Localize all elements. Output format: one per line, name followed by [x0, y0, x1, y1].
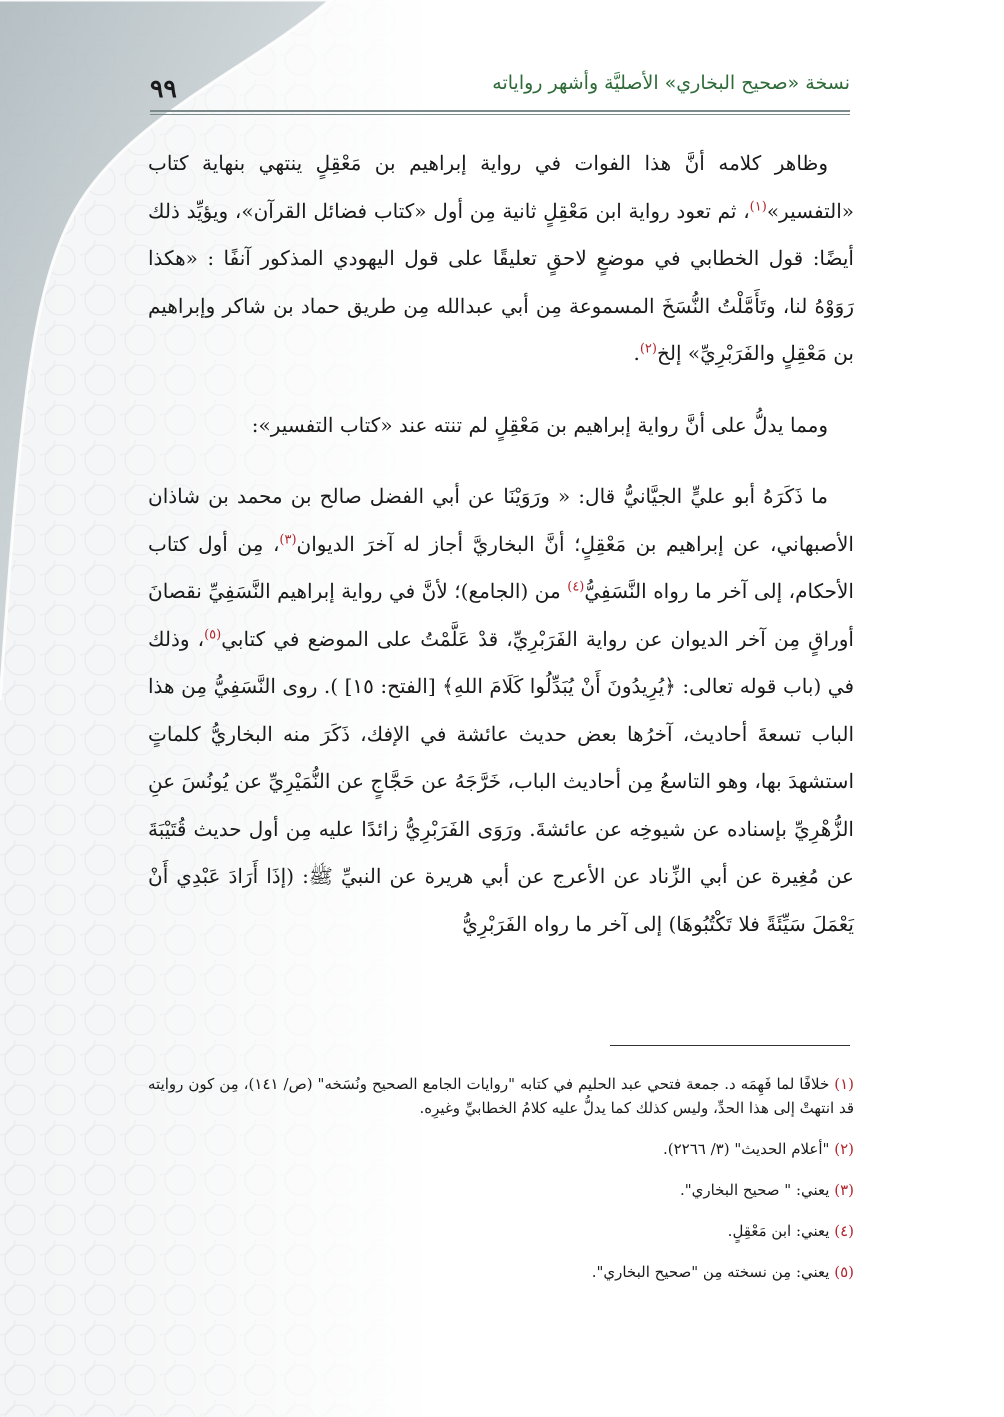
footnote-ref-2: (٢): [639, 341, 657, 357]
main-text: [148, 140, 854, 948]
footnote-ref-3: (٣): [279, 531, 297, 547]
paragraph-1-text-c: .: [633, 341, 640, 365]
footnote-separator: [610, 1045, 850, 1046]
paragraph-2: ومما يدلُّ على أنَّ رواية إبراهيم بن مَعْقِلٍ لم تنته عند «كتاب التفسير»:: [251, 412, 828, 437]
footnote-number: (٢): [834, 1140, 854, 1158]
running-title: نسخة «صحيح البخاري» الأصليَّة وأشهر رواياته: [492, 72, 850, 94]
footnote-4: [148, 1219, 854, 1243]
paragraph-3: [148, 473, 854, 948]
paragraph-3-text-b: ، مِن أول كتاب الأحكام، إلى آخر ما رواه النَّسَفِيُّ: [148, 531, 854, 603]
paragraph-1-text-b: ، ثم تعود رواية ابن مَعْقِلٍ ثانية مِن أول «كتاب فضائل القرآن»، ويؤيِّد ذلك أيضًا: قول الخطابي في موضعٍ لاحقٍ تعليقًا على قول اليهودي المذكور آنفًا : «هكذا رَوَوْهُ لنا، وتَأَمَّلْتُ النُّسَخَ المسموعة مِن أبي عبدالله مِن طريق حماد بن شاكر وإبراهيم بن مَعْقِلٍ والفَرَبْرِيِّ» إلخ: [148, 198, 854, 365]
footnote-ref-5: (٥): [204, 626, 222, 642]
footnote-text: خلافًا لما فَهِمَه د. جمعة فتحي عبد الحليم في كتابه "روايات الجامع الصحيح ونُسَخه" (ص/ ١٤١)، مِن كون روايته قد انتهتْ إلى هذا الحدِّ، وليس كذلك كما يدلُّ عليه كلامُ الخطابيِّ وغيرِه.: [148, 1075, 854, 1117]
paragraph-3-text-c: من (الجامع)؛ لأنَّ في رواية إبراهيم النَّسَفِيِّ نقصانَ أوراقٍ مِن آخر الديوان عن رواية الفَرَبْرِيِّ، قدْ عَلَّمْتُ على الموضع في كتابي: [148, 579, 854, 651]
footnote-2: [148, 1137, 854, 1161]
footnote-number: (١): [834, 1075, 854, 1093]
paragraph-3-text-d: ، وذلك في (باب قوله تعالى: ﴿يُرِيدُونَ أَنْ يُبَدِّلُوا كَلَامَ اللهِ﴾ [الفتح: ١٥] ). روى النَّسَفِيُّ مِن هذا الباب تسعةَ أحاديث، آخرُها بعض حديث عائشة في الإفك، ذَكَرَ منه البخاريُّ كلماتٍ استشهدَ بها، وهو التاسعُ مِن أحاديث الباب، خَرَّجَهُ عن حَجَّاجٍ عن النُّمَيْرِيِّ عن يُونُسَ عنِ الزُّهْرِيِّ بإسناده عن شيوخِه عن عائشةَ. ورَوَى الفَرَبْرِيُّ زائدًا عليه مِن أول حديث قُتَيْبَةَ عن مُغِيرة عن أبي الزِّناد عن الأعرج عن أبي هريرة عن النبيِّ ﷺ: (إذَا أَرَادَ عَبْدِي أَنْ يَعْمَلَ سَيِّئَةً فلا تَكْتُبُوهَا) إلى آخر ما رواه الفَرَبْرِيُّ: [148, 626, 855, 936]
footnote-text: يعني: ابن مَعْقِلٍ.: [727, 1222, 835, 1240]
footnotes: [148, 1072, 854, 1301]
paragraph-1-text-a: وظاهر كلامه أنَّ هذا الفوات في رواية إبراهيم بن مَعْقِلٍ ينتهي بنهاية كتاب «التفسير»: [148, 151, 854, 223]
footnote-number: (٥): [834, 1263, 854, 1281]
footnote-number: (٣): [834, 1181, 854, 1199]
footnote-number: (٤): [834, 1222, 854, 1240]
footnote-1: [148, 1072, 854, 1120]
footnote-ref-4: (٤): [567, 579, 585, 595]
footnote-ref-1: (١): [749, 198, 767, 214]
paragraph-3-text-a: ما ذَكَرَهُ أبو عليٍّ الجيَّانيُّ قال: « ورَوَيْنَا عن أبي الفضل صالح بن محمد بن شاذان الأصبهاني، عن إبراهيم بن مَعْقِلٍ؛ أنَّ البخاريَّ أجاز له آخرَ الديوان: [148, 484, 854, 556]
header-rule-thin: [150, 114, 850, 115]
footnote-text: يعني: مِن نسخته مِن "صحيح البخاري".: [591, 1263, 835, 1281]
footnote-3: [148, 1178, 854, 1202]
page-header: [150, 60, 850, 104]
footnote-text: يعني: " صحيح البخاري".: [679, 1181, 835, 1199]
header-rule: [150, 110, 850, 112]
footnote-5: [148, 1260, 854, 1284]
page-number: ٩٩: [150, 74, 177, 103]
paragraph-1: [148, 140, 854, 378]
footnote-text: "أعلام الحديث" (٣/ ٢٢٦٦).: [662, 1140, 835, 1158]
